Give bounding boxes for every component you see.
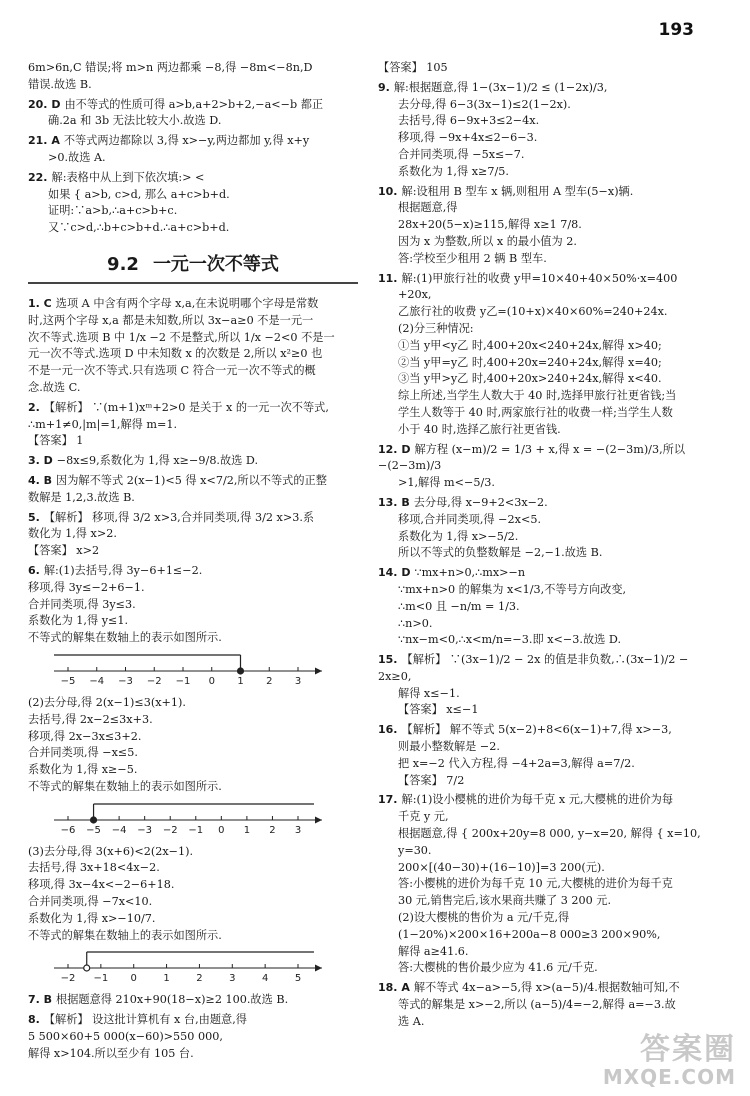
- text-line: 根据题意得 210x+90(18−x)≥2 100.故选 B.: [56, 993, 289, 1007]
- number-line-3: [48, 948, 328, 984]
- question-number: 9.: [378, 80, 390, 94]
- text-line: 乙旅行社的收费 y乙=(10+x)×40×60%=240+24x.: [398, 305, 668, 319]
- left-column: [28, 60, 358, 1066]
- text-line: ①当 y甲<y乙 时,400+20x<240+24x,解得 x>40;: [398, 338, 662, 352]
- answer-15: [378, 652, 718, 719]
- question-number: 16.: [378, 723, 398, 737]
- text-line: 【答案】 7/2: [398, 773, 465, 787]
- text-line: 选项 A 中含有两个字母 x,a,在未说明哪个字母是常数: [55, 296, 319, 310]
- tick-label: −6: [60, 824, 76, 836]
- tick-label: 2: [269, 824, 276, 836]
- text-line: 由不等式的性质可得 a>b,a+2>b+2,−a<−b 都正: [64, 97, 324, 111]
- tick-label: 3: [294, 824, 302, 836]
- text-line: 移项,得 3y≤−2+6−1.: [28, 580, 145, 594]
- text-line: ②当 y甲=y乙 时,400+20x=240+24x,解得 x=40;: [398, 355, 662, 369]
- text-line: 28x+20(5−x)≥115,解得 x≥1 7/8.: [398, 218, 582, 232]
- text-line: 不等式两边都除以 3,得 x>−y,两边都加 y,得 x+y: [63, 134, 310, 148]
- question-number: 20. D: [28, 97, 61, 111]
- question-number: 4. B: [28, 473, 53, 487]
- answer-14: [378, 565, 718, 649]
- tick-label: −5: [86, 824, 101, 836]
- text-line: 去分母,得 x−9+2<3x−2.: [413, 495, 548, 509]
- question-number: 8.: [28, 1013, 40, 1027]
- text-line: 小于 40 时,选择乙旅行社更省钱.: [398, 422, 561, 436]
- text-line: 【答案】 105: [378, 61, 448, 74]
- text-line: −8x≤9,系数化为 1,得 x≥−9/8.故选 D.: [56, 454, 259, 468]
- text-line: (2)去分母,得 2(x−1)≤3(x+1).: [28, 695, 186, 709]
- page-number: 193: [658, 20, 694, 40]
- answer-1: [28, 296, 358, 397]
- arrow-head-icon: [315, 965, 322, 972]
- answer-8: [28, 1012, 358, 1062]
- arrow-head-icon: [315, 816, 322, 823]
- text-line: 200×[(40−30)+(16−10)]=3 200(元).: [398, 860, 605, 874]
- tick-label: 4: [261, 973, 269, 985]
- text-line: 系数化为 1,得 x≥7/5.: [398, 164, 509, 178]
- watermark-logo-text: 答案圈: [640, 1032, 736, 1067]
- tick-label: 1: [243, 824, 251, 836]
- text-line: ∵nx−m<0,∴x<m/n=−3.即 x<−3.故选 D.: [398, 633, 622, 647]
- text-line: 答:小樱桃的进价为每千克 10 元,大樱桃的进价为每千克: [398, 877, 673, 891]
- answer-2: [28, 400, 358, 450]
- text-line: ∵mx+n>0,∴mx>−n: [414, 566, 526, 580]
- question-number: 1. C: [28, 296, 52, 310]
- text-line: 不是一元一次不等式.只有选项 C 符合一元一次不等式的概: [28, 364, 316, 378]
- text-line: 合并同类项,得 −7x<10.: [28, 895, 153, 909]
- text-line: 【解析】 解不等式 5(x−2)+8<6(x−1)+7,得 x>−3,: [401, 723, 672, 737]
- text-line: ③当 y甲>y乙 时,400+20x>240+24x,解得 x<40.: [398, 372, 662, 386]
- text-line: 系数化为 1,得 y≤1.: [28, 614, 129, 628]
- tick-label: −4: [89, 675, 105, 687]
- section-title: [28, 251, 358, 284]
- question-number: 22.: [28, 170, 48, 184]
- text-line: 确.2a 和 3b 无法比较大小.故选 D.: [48, 114, 222, 128]
- text-line: (1−20%)×200×16+200a−8 000≥3 200×90%,: [398, 927, 661, 941]
- text-line: 解:(1)去括号,得 3y−6+1≤−2.: [43, 563, 203, 577]
- tick-label: −5: [60, 675, 76, 687]
- answer-11: [378, 271, 718, 439]
- text-line: 解不等式 4x−a>−5,得 x>(a−5)/4.根据数轴可知,不: [413, 981, 680, 995]
- text-line: 等式的解集是 x>−2,所以 (a−5)/4=−2,解得 a=−3.故: [398, 998, 676, 1012]
- number-line-2: [48, 800, 328, 836]
- text-line: 【答案】 x>2: [28, 544, 100, 558]
- text-line: 解:根据题意,得 1−(3x−1)/2 ≤ (1−2x)/3,: [393, 80, 608, 94]
- text-line: ∴m+1≠0,|m|=1,解得 m=1.: [28, 417, 178, 431]
- tick-label: 0: [218, 824, 225, 836]
- text-line: 千克 y 元,: [398, 810, 449, 824]
- text-line: 如果 { a>b, c>d, 那么 a+c>b+d.: [48, 187, 230, 201]
- tick-label: −4: [111, 824, 127, 836]
- text-line: 移项,合并同类项,得 −2x<5.: [398, 512, 542, 526]
- text-line: 合并同类项,得 3y≤3.: [28, 597, 136, 611]
- answer-5: [28, 510, 358, 560]
- text-line: 次不等式.选项 B 中 1/x −2 不是整式,所以 1/x −2<0 不是一: [28, 330, 335, 344]
- tick-label: 1: [163, 973, 170, 985]
- text-line: (2)分三种情况:: [398, 321, 474, 335]
- text-line: 去括号,得 2x−2≤3x+3.: [28, 712, 153, 726]
- section-number: 9.2: [107, 253, 139, 275]
- text-line: 解:(1)甲旅行社的收费 y甲=10×40+40×50%·x=400: [401, 271, 678, 285]
- text-line: 移项,得 3x−4x<−2−6+18.: [28, 878, 175, 892]
- text-line: 答:大樱桃的售价最少应为 41.6 元/千克.: [398, 961, 598, 975]
- tick-label: −1: [93, 973, 109, 985]
- tick-label: −3: [137, 824, 153, 836]
- question-number: 21. A: [28, 134, 60, 148]
- text-line: 合并同类项,得 −5x≤−7.: [398, 147, 525, 161]
- tick-label: −1: [188, 824, 204, 836]
- text-line: 解:(1)设小樱桃的进价为每千克 x 元,大樱桃的进价为每: [401, 793, 674, 807]
- question-number: 10.: [378, 184, 398, 198]
- text-line: >0.故选 A.: [48, 150, 106, 164]
- text-line: 5 500×60+5 000(x−60)>550 000,: [28, 1030, 223, 1044]
- question-number: 14. D: [378, 566, 411, 580]
- question-number: 12. D: [378, 442, 411, 456]
- answer-8-result: [378, 60, 718, 77]
- tick-label: 2: [266, 675, 273, 687]
- text-line: 则最小整数解是 −2.: [398, 740, 500, 754]
- text-line: 移项,得 −9x+4x≤2−6−3.: [398, 131, 538, 145]
- tick-label: −1: [175, 675, 191, 687]
- tick-label: 0: [130, 973, 137, 985]
- text-line: 30 元,销售完后,该水果商共赚了 3 200 元.: [398, 894, 612, 908]
- text-line: 不等式的解集在数轴上的表示如图所示.: [28, 928, 222, 942]
- text-line: 数解是 1,2,3.故选 B.: [28, 490, 135, 504]
- text-line: 【答案】 x≤−1: [398, 703, 479, 717]
- tick-label: −3: [118, 675, 133, 687]
- question-number: 3. D: [28, 454, 53, 468]
- text-line: 不等式的解集在数轴上的表示如图所示.: [28, 631, 222, 645]
- text-line: 选 A.: [398, 1014, 425, 1028]
- text-line: 【答案】 1: [28, 434, 84, 448]
- answer-6: [28, 563, 358, 985]
- text-line: 【解析】 ∵(3x−1)/2 − 2x 的值是非负数,∴(3x−1)/2 − 2x≥0,: [378, 653, 689, 683]
- text-line: 根据题意,得 { 200x+20y=8 000, y−x=20, 解得 { x=10, y=30.: [398, 827, 701, 857]
- text-line: 因为解不等式 2(x−1)<5 得 x<7/2,所以不等式的正整: [56, 473, 327, 487]
- text-line: 又∵c>d,∴b+c>b+d.∴a+c>b+d.: [48, 221, 230, 235]
- text-line: 把 x=−2 代入方程,得 −4+2a=3,解得 a=7/2.: [398, 756, 635, 770]
- answer-21: [28, 133, 358, 167]
- text-line: 去括号,得 3x+18<4x−2.: [28, 861, 160, 875]
- answer-13: [378, 495, 718, 562]
- tick-label: 5: [294, 973, 302, 985]
- text-line: 解得 x>104.所以至少有 105 台.: [28, 1046, 194, 1060]
- arrow-head-icon: [315, 667, 322, 674]
- section-name: 一元一次不等式: [152, 253, 279, 275]
- answer-3: [28, 453, 358, 470]
- question-number: 13. B: [378, 495, 410, 509]
- answer-22: [28, 170, 358, 237]
- text-line: 数化为 1,得 x>2.: [28, 527, 117, 541]
- text-line: 根据题意,得: [398, 201, 458, 215]
- text-line: 6m>6n,C 错误;将 m>n 两边都乘 −8,得 −8m<−8n,D: [28, 61, 313, 74]
- text-line: 元一次不等式.选项 D 中未知数 x 的次数是 2,所以 x²≥0 也: [28, 347, 323, 361]
- text-line: 时,这两个字母 x,a 都是未知数,所以 3x−a≥0 不是一元一: [28, 313, 314, 327]
- tick-label: −2: [60, 973, 76, 985]
- answer-17: [378, 792, 718, 977]
- text-line: (3)去分母,得 3(x+6)<2(2x−1).: [28, 844, 194, 858]
- text-line: 证明:∵a>b,∴a+c>b+c.: [48, 204, 178, 218]
- text-line: 【解析】 移项,得 3/2 x>3,合并同类项,得 3/2 x>3.系: [43, 510, 315, 524]
- text-line: >1,解得 m<−5/3.: [398, 476, 495, 490]
- closed-point: [238, 668, 244, 674]
- question-number: 18. A: [378, 981, 410, 995]
- text-line: 合并同类项,得 −x≤5.: [28, 746, 138, 760]
- text-line: 系数化为 1,得 x>−5/2.: [398, 529, 519, 543]
- text-line: 不等式的解集在数轴上的表示如图所示.: [28, 779, 222, 793]
- tick-label: 0: [208, 675, 215, 687]
- text-line: 解:设租用 B 型车 x 辆,则租用 A 型车(5−x)辆.: [401, 184, 634, 198]
- watermark: [603, 1033, 736, 1088]
- tick-label: −2: [162, 824, 178, 836]
- text-line: ∴n>0.: [398, 616, 433, 630]
- number-line-1: [48, 651, 328, 687]
- question-number: 11.: [378, 271, 398, 285]
- open-point: [84, 965, 90, 971]
- answer-7: [28, 992, 358, 1009]
- text-line: 学生人数等于 40 时,两家旅行社的收费一样;当学生人数: [398, 405, 673, 419]
- text-line: 念.故选 C.: [28, 380, 81, 394]
- text-line: 系数化为 1,得 x>−10/7.: [28, 911, 156, 925]
- question-number: 2.: [28, 400, 40, 414]
- text-line: 去括号,得 6−9x+3≤2−4x.: [398, 114, 540, 128]
- answer-16: [378, 722, 718, 789]
- tick-label: 3: [294, 675, 302, 687]
- continued-answer: [28, 60, 358, 94]
- answer-20: [28, 97, 358, 131]
- question-number: 5.: [28, 510, 40, 524]
- text-line: 【解析】 ∵(m+1)xᵐ+2>0 是关于 x 的一元一次不等式,: [43, 400, 329, 414]
- closed-point: [91, 817, 97, 823]
- text-line: 解得 x≤−1.: [398, 686, 460, 700]
- question-number: 6.: [28, 563, 40, 577]
- text-line: ∴m<0 且 −n/m = 1/3.: [398, 599, 520, 613]
- text-line: 综上所述,当学生人数大于 40 时,选择甲旅行社更省钱;当: [398, 389, 677, 403]
- text-line: 答:学校至少租用 2 辆 B 型车.: [398, 251, 547, 265]
- text-line: (2)设大樱桃的售价为 a 元/千克,得: [398, 911, 570, 925]
- text-line: 所以不等式的负整数解是 −2,−1.故选 B.: [398, 546, 603, 560]
- tick-label: 2: [196, 973, 203, 985]
- text-line: 移项,得 2x−3x≤3+2.: [28, 729, 142, 743]
- text-line: +20x,: [398, 288, 432, 302]
- text-line: ∵mx+n>0 的解集为 x<1/3,不等号方向改变,: [398, 582, 627, 596]
- watermark-url: MXQE.COM: [602, 1065, 736, 1089]
- text-line: 解:表格中从上到下依次填:> <: [51, 170, 205, 184]
- text-line: 解方程 (x−m)/2 = 1/3 + x,得 x = −(2−3m)/3,所以 −(2−3m)/3: [378, 442, 686, 473]
- text-line: 因为 x 为整数,所以 x 的最小值为 2.: [398, 234, 577, 248]
- tick-label: 3: [229, 973, 236, 985]
- answer-10: [378, 184, 718, 268]
- text-line: 去分母,得 6−3(3x−1)≤2(1−2x).: [398, 97, 571, 111]
- text-line: 解得 a≥41.6.: [398, 944, 469, 958]
- question-number: 17.: [378, 793, 398, 807]
- answer-12: [378, 442, 718, 492]
- tick-label: 1: [237, 675, 244, 687]
- text-line: 错误.故选 B.: [28, 77, 92, 91]
- question-number: 15.: [378, 653, 398, 667]
- answer-9: [378, 80, 718, 181]
- right-column: [378, 60, 718, 1034]
- text-line: 【解析】 设这批计算机有 x 台,由题意,得: [43, 1013, 247, 1027]
- text-line: 系数化为 1,得 x≥−5.: [28, 763, 138, 777]
- question-number: 7. B: [28, 993, 53, 1007]
- answer-4: [28, 473, 358, 507]
- tick-label: −2: [146, 675, 162, 687]
- answer-18: [378, 980, 718, 1030]
